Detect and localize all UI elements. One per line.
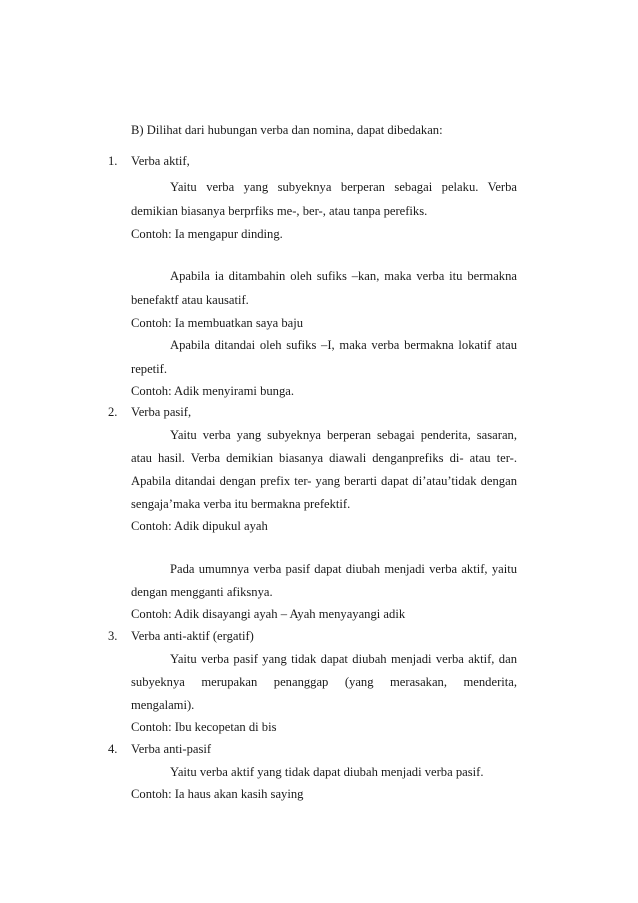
paragraph-line: Yaitu verba yang subyeknya berperan sebagai pelaku. Verba (170, 180, 517, 194)
list-number: 4. (108, 742, 118, 756)
example-line: Contoh: Ia membuatkan saya baju (131, 316, 304, 330)
paragraph-line: Apabila ia ditambahin oleh sufiks –kan, maka verba itu bermakna (170, 269, 517, 283)
paragraph-line: benefaktf atau kausatif. (131, 293, 249, 307)
list-number: 3. (108, 629, 118, 643)
paragraph-line: Yaitu verba aktif yang tidak dapat diubah menjadi verba pasif. (170, 765, 484, 779)
paragraph-line: dengan mengganti afiksnya. (131, 585, 273, 599)
example-line: Contoh: Adik dipukul ayah (131, 519, 268, 533)
list-number: 2. (108, 405, 118, 419)
example-line: Contoh: Ia mengapur dinding. (131, 227, 283, 241)
section-heading: B) Dilihat dari hubungan verba dan nomina, dapat dibedakan: (131, 123, 443, 137)
example-line: Contoh: Ibu kecopetan di bis (131, 720, 277, 734)
paragraph-line: subyeknya merupakan penanggap (yang merasakan, menderita, (131, 675, 517, 689)
list-item-title: Verba aktif, (131, 154, 190, 168)
paragraph-line: atau hasil. Verba demikian biasanya diawali denganprefiks di- atau ter-. (131, 451, 517, 465)
example-line: Contoh: Adik disayangi ayah – Ayah menyayangi adik (131, 607, 406, 621)
list-number: 1. (108, 154, 118, 168)
example-line: Contoh: Ia haus akan kasih saying (131, 787, 304, 801)
list-item-title: Verba pasif, (131, 405, 192, 419)
paragraph-line: demikian biasanya berprfiks me-, ber-, atau tanpa perefiks. (131, 204, 428, 218)
list-item-title: Verba anti-pasif (131, 742, 212, 756)
paragraph-line: Apabila ditandai oleh sufiks –I, maka verba bermakna lokatif atau (170, 338, 517, 352)
paragraph-line: Pada umumnya verba pasif dapat diubah menjadi verba aktif, yaitu (170, 562, 517, 576)
paragraph-line: Apabila ditandai dengan prefix ter- yang berarti dapat di’atau’tidak dengan (131, 474, 517, 488)
example-line: Contoh: Adik menyirami bunga. (131, 384, 295, 398)
paragraph-line: mengalami). (131, 698, 195, 712)
paragraph-line: sengaja’maka verba itu bermakna prefektif. (131, 497, 351, 511)
paragraph-line: Yaitu verba yang subyeknya berperan sebagai penderita, sasaran, (170, 428, 517, 442)
list-item-title: Verba anti-aktif (ergatif) (131, 629, 254, 643)
paragraph-line: repetif. (131, 362, 168, 376)
paragraph-line: Yaitu verba pasif yang tidak dapat diubah menjadi verba aktif, dan (170, 652, 517, 666)
